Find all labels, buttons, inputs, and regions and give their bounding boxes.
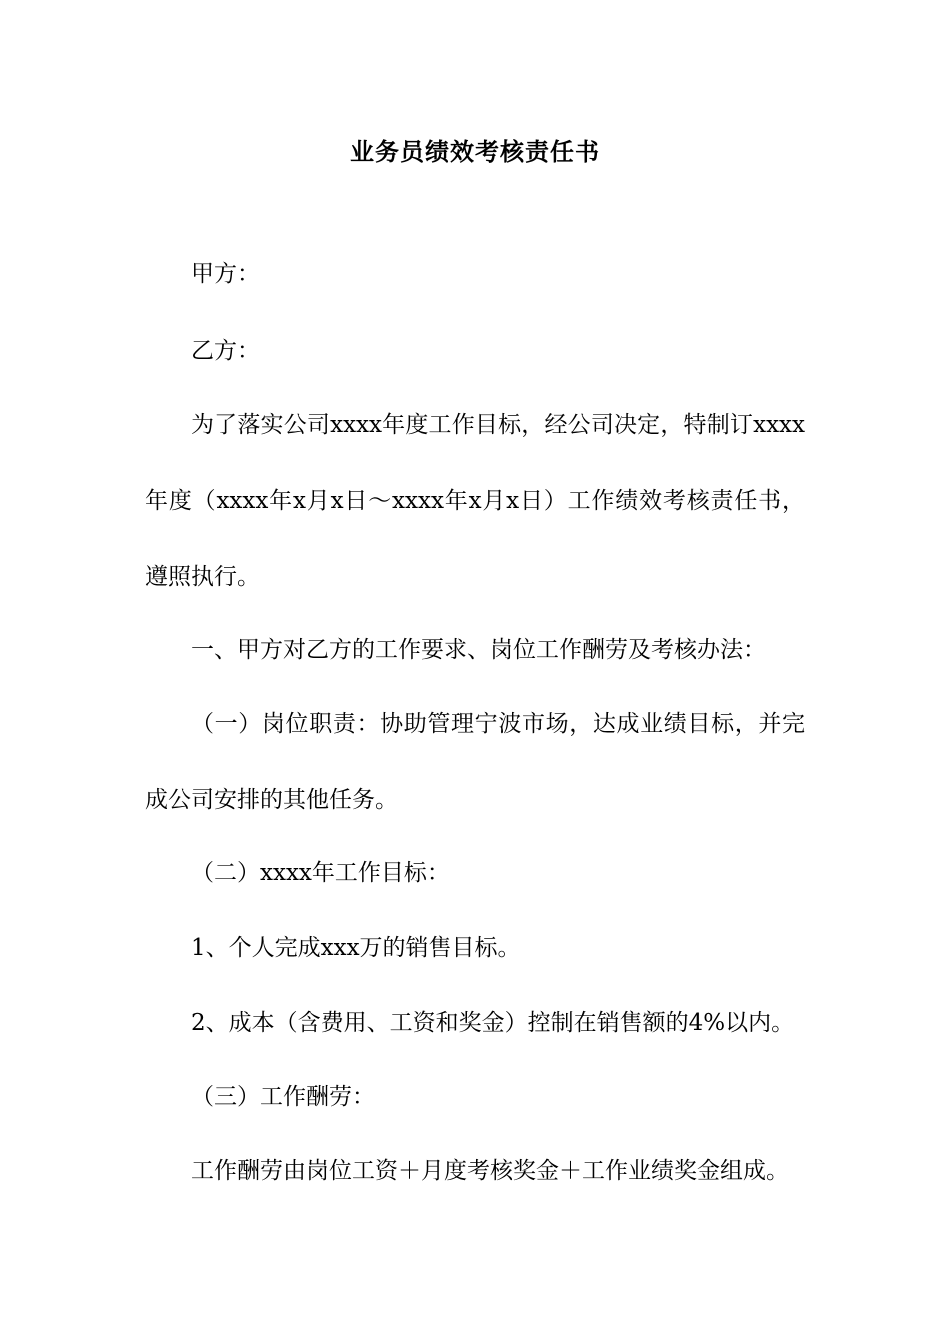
duty-paragraph: （一）岗位职责：协助管理宁波市场，达成业绩目标，并完成公司安排的其他任务。	[145, 711, 805, 813]
goal-heading: （二）xxxx年工作目标：	[191, 860, 450, 886]
document-title: 业务员绩效考核责任书	[350, 137, 600, 166]
pay-heading: （三）工作酬劳：	[191, 1084, 375, 1110]
goal-item-1: 1、个人完成xxx万的销售目标。	[191, 935, 521, 961]
intro-paragraph: 为了落实公司xxxx年度工作目标，经公司决定，特制订xxxx年度（xxxx年x月x日～xxxx年x月x日）工作绩效考核责任书，遵照执行。	[145, 412, 805, 590]
party-b-line: 乙方：	[191, 338, 260, 364]
goal-item-2: 2、成本（含费用、工资和奖金）控制在销售额的4%以内。	[191, 1010, 795, 1036]
party-a-line: 甲方：	[191, 261, 260, 287]
pay-description: 工作酬劳由岗位工资＋月度考核奖金＋工作业绩奖金组成。	[191, 1158, 789, 1184]
section-1-heading: 一、甲方对乙方的工作要求、岗位工作酬劳及考核办法：	[191, 637, 766, 663]
